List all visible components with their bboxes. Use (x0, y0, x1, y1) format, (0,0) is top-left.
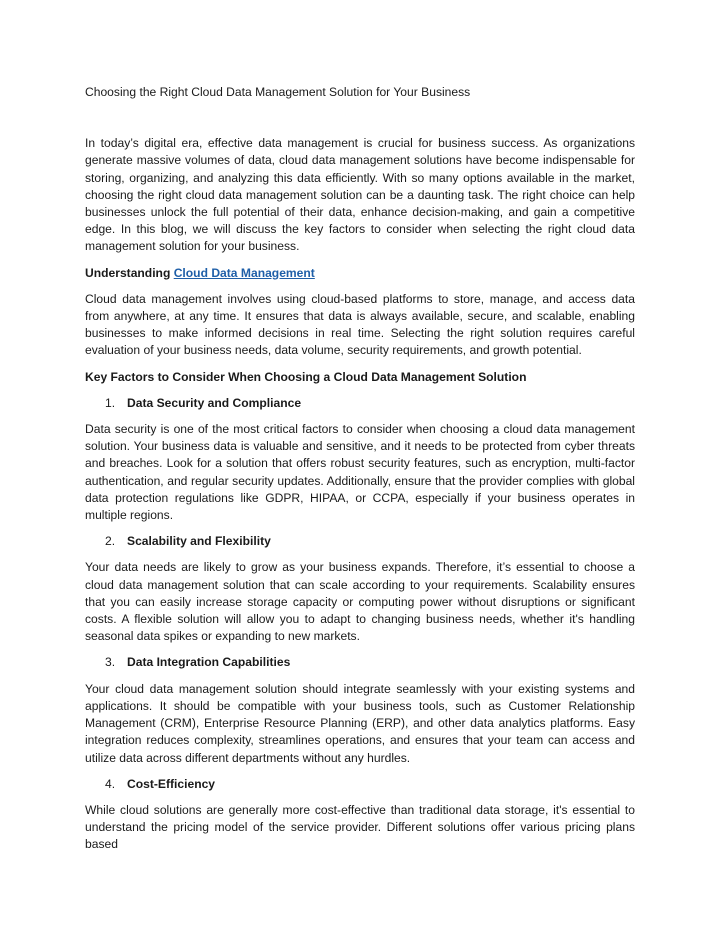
understanding-paragraph: Cloud data management involves using cloud-based platforms to store, manage, and access data from anywhere, at any time. It ensures that data is always available, secure, and scalable, enabling businesses to make informed decisions in real time. Selecting the right solution requires careful evaluation of your business needs, data volume, security requirements, and growth potential. (85, 291, 635, 358)
factor-1-number: 1. (105, 395, 116, 410)
factor-4-number: 4. (105, 776, 116, 791)
document-page (85, 84, 635, 863)
document-title: Choosing the Right Cloud Data Management Solution for Your Business (85, 85, 471, 99)
factor-3-number: 3. (105, 655, 116, 670)
factor-4-heading (85, 776, 635, 793)
understanding-heading (85, 265, 635, 282)
factor-2-number: 2. (105, 534, 116, 549)
factor-1-title: Data Security and Compliance (127, 395, 302, 410)
factor-2-paragraph: Your data needs are likely to grow as your business expands. Therefore, it’s essential to choose a cloud data management solution that can scale according to your requirements. Scalability ensures that you can easily increase storage capacity or computing power without disruptions or significant costs. A flexible solution will allow you to adapt to changing business needs, whether it's handling seasonal data spikes or expanding to new markets. (85, 560, 635, 644)
factor-3-title: Data Integration Capabilities (127, 655, 291, 670)
factor-4-paragraph: While cloud solutions are generally more cost-effective than traditional data storage, it's essential to understand the pricing model of the service provider. Different solutions offer various pricing plans based (85, 802, 635, 852)
intro-paragraph: In today’s digital era, effective data management is crucial for business success. As organizations generate massive volumes of data, cloud data management solutions have become indispensable for storing, organizing, and analyzing this data efficiently. With so many options available in the market, choosing the right cloud data management solution can be a daunting task. The right choice can help businesses unlock the full potential of their data, enhance decision-making, and gain a competitive edge. In this blog, we will discuss the key factors to consider when selecting the right cloud data management solution for your business. (85, 136, 635, 254)
factor-3-paragraph: Your cloud data management solution should integrate seamlessly with your existing systems and applications. It should be compatible with your business tools, such as Customer Relationship Management (CRM), Enterprise Resource Planning (ERP), and other data analytics platforms. Easy integration reduces complexity, streamlines operations, and ensures that your team can access and utilize data across different departments without any hurdles. (85, 681, 635, 765)
factors-heading: Key Factors to Consider When Choosing a Cloud Data Management Solution (85, 369, 527, 384)
factor-3-heading (85, 654, 635, 671)
factor-2-title: Scalability and Flexibility (127, 534, 271, 549)
understanding-heading-prefix: Understanding (85, 265, 174, 280)
factor-1-heading (85, 395, 635, 412)
cloud-data-management-link[interactable]: Cloud Data Management (173, 265, 315, 280)
factor-2-heading (85, 533, 635, 550)
factor-1-paragraph: Data security is one of the most critical factors to consider when choosing a cloud data management solution. Your business data is valuable and sensitive, and it needs to be protected from cyber threats and breaches. Look for a solution that offers robust security features, such as encryption, multi-factor authentication, and regular security updates. Additionally, ensure that the provider complies with global data protection regulations like GDPR, HIPAA, or CCPA, especially if your business operates in multiple regions. (85, 422, 635, 523)
factor-4-title: Cost-Efficiency (127, 776, 216, 791)
